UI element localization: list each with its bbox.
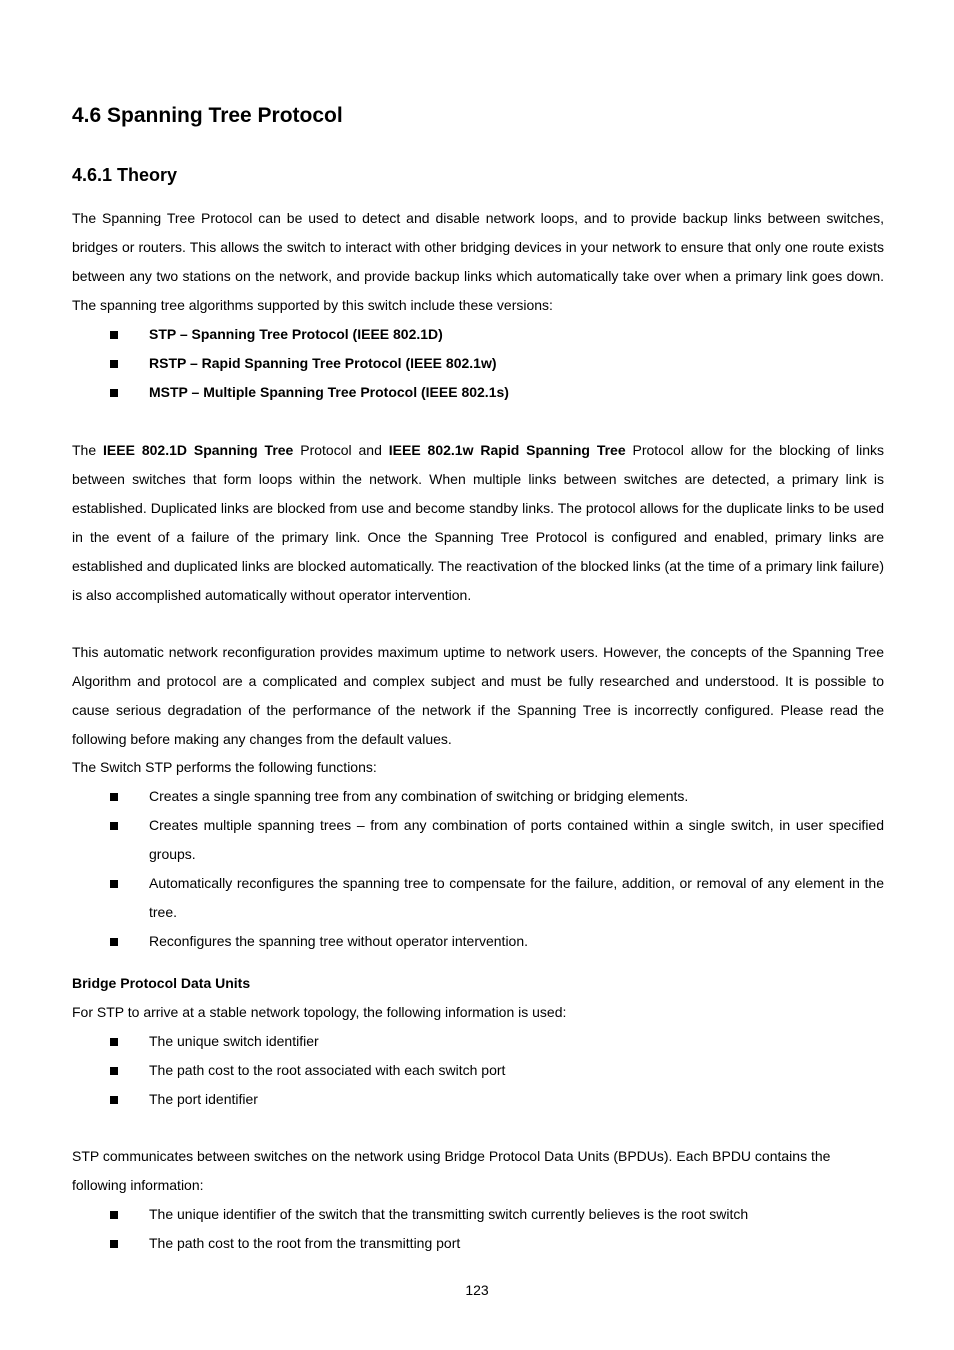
list-item: Reconfigures the spanning tree without operator intervention. <box>72 927 884 956</box>
square-bullet-icon <box>110 1096 118 1104</box>
versions-list <box>72 320 884 407</box>
square-bullet-icon <box>110 331 118 339</box>
section-title: 4.6 Spanning Tree Protocol <box>72 104 343 127</box>
subsection-title: 4.6.1 Theory <box>72 165 178 185</box>
list-item: The path cost to the root from the transmitting port <box>72 1229 884 1258</box>
list-item: Creates a single spanning tree from any combination of switching or bridging elements. <box>72 782 884 811</box>
bpdu-contents-list <box>72 1200 884 1258</box>
square-bullet-icon <box>110 360 118 368</box>
square-bullet-icon <box>110 1067 118 1075</box>
list-item: RSTP – Rapid Spanning Tree Protocol (IEEE 802.1w) <box>72 349 884 378</box>
list-item: The unique identifier of the switch that the transmitting switch currently believes is the root switch <box>72 1200 884 1229</box>
page-number: 123 <box>465 1282 489 1298</box>
functions-list <box>72 782 884 955</box>
intro-paragraph: The Spanning Tree Protocol can be used to detect and disable network loops, and to provide backup links between switches, bridges or routers. This allows the switch to interact with other bridging devices in your network to ensure that only one route exists between any two stations on the network, and provide backup links which automatically take over when a primary link goes down. The spanning tree algorithms supported by this switch include these versions: <box>72 210 884 313</box>
list-item: Automatically reconfigures the spanning tree to compensate for the failure, addition, or removal of any element in the tree. <box>72 869 884 927</box>
list-item: MSTP – Multiple Spanning Tree Protocol (IEEE 802.1s) <box>72 378 884 407</box>
square-bullet-icon <box>110 938 118 946</box>
functions-intro: The Switch STP performs the following functions: <box>72 759 377 775</box>
square-bullet-icon <box>110 793 118 801</box>
square-bullet-icon <box>110 822 118 830</box>
list-item: Creates multiple spanning trees – from any combination of ports contained within a single switch, in user specified groups. <box>72 811 884 869</box>
bpdu-intro: For STP to arrive at a stable network topology, the following information is used: <box>72 1004 567 1020</box>
square-bullet-icon <box>110 1240 118 1248</box>
reconfiguration-paragraph: This automatic network reconfiguration provides maximum uptime to network users. However, the concepts of the Spanning Tree Algorithm and protocol are a complicated and complex subject and must be fully researched and understood. It is possible to cause serious degradation of the performance of the network if the Spanning Tree is incorrectly configured. Please read the following before making any changes from the default values. <box>72 644 884 747</box>
list-item: The unique switch identifier <box>72 1027 884 1056</box>
list-item: The port identifier <box>72 1085 884 1114</box>
square-bullet-icon <box>110 880 118 888</box>
square-bullet-icon <box>110 389 118 397</box>
bpdu-heading: Bridge Protocol Data Units <box>72 975 251 991</box>
bpdu-paragraph: STP communicates between switches on the network using Bridge Protocol Data Units (BPDUs). Each BPDU contains the following information: <box>72 1148 831 1193</box>
square-bullet-icon <box>110 1038 118 1046</box>
protocol-paragraph: The IEEE 802.1D Spanning Tree Protocol and IEEE 802.1w Rapid Spanning Tree Protocol allow for the blocking of links between switches that form loops within the network. When multiple links between switches are detected, a primary link is established. Duplicated links are blocked from use and become standby links. The protocol allows for the duplicate links to be used in the event of a failure of the primary link. Once the Spanning Tree Protocol is configured and enabled, primary links are established and duplicated links are blocked automatically. The reactivation of the blocked links (at the time of a primary link failure) is also accomplished automatically without operator intervention. <box>72 442 884 603</box>
square-bullet-icon <box>110 1211 118 1219</box>
bpdu-info-list <box>72 1027 884 1114</box>
list-item: The path cost to the root associated with each switch port <box>72 1056 884 1085</box>
list-item: STP – Spanning Tree Protocol (IEEE 802.1D) <box>72 320 884 349</box>
